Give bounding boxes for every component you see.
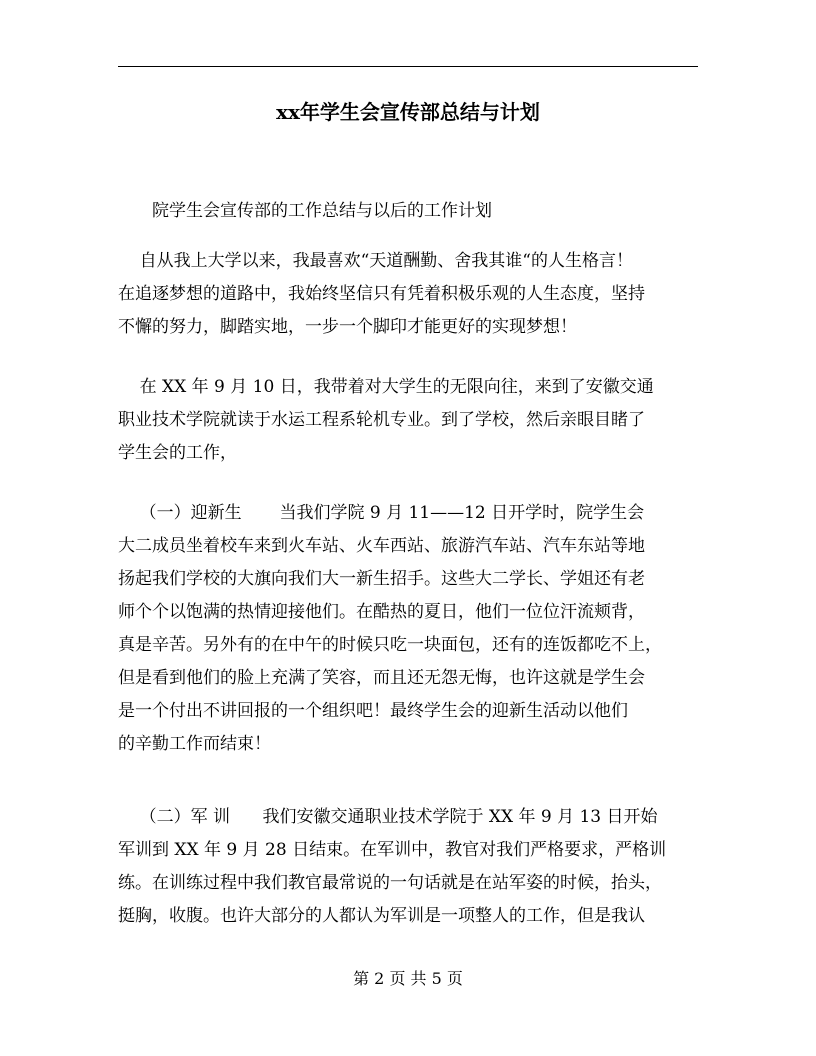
document-title: xx年学生会宣传部总结与计划	[276, 100, 540, 124]
paragraph-line: 是一个付出不讲回报的一个组织吧！最终学生会的迎新生活动以他们	[118, 701, 628, 721]
paragraph-line: 扬起我们学校的大旗向我们大一新生招手。这些大二学长、学姐还有老	[118, 569, 645, 589]
page-number: 第 2 页 共 5 页	[353, 969, 463, 988]
paragraph-line: 在 XX 年 9 月 10 日，我带着对大学生的无限向往，来到了安徽交通	[118, 377, 654, 397]
paragraph-line: 真是辛苦。另外有的在中午的时候只吃一块面包，还有的连饭都吃不上，	[118, 635, 662, 655]
paragraph-line: 军训到 XX 年 9 月 28 日结束。在军训中，教官对我们严格要求，严格训	[118, 840, 667, 860]
paragraph-line: 职业技术学院就读于水运工程系轮机专业。到了学校，然后亲眼目睹了	[118, 410, 645, 430]
header-rule	[118, 66, 698, 67]
paragraph-line: 练。在训练过程中我们教官最常说的一句话就是在站军姿的时候，抬头，	[118, 873, 662, 893]
paragraph-4-military-training	[118, 801, 708, 933]
paragraph-line: （二）军 训 我们安徽交通职业技术学院于 XX 年 9 月 13 日开始	[118, 807, 658, 827]
paragraph-line: 大二成员坐着校车来到火车站、火车西站、旅游汽车站、汽车东站等地	[118, 536, 645, 556]
document-subtitle	[118, 195, 708, 228]
paragraph-1	[118, 245, 708, 344]
paragraph-line: 学生会的工作，	[118, 443, 237, 463]
paragraph-line: 师个个以饱满的热情迎接他们。在酷热的夏日，他们一位位汗流颊背，	[118, 602, 645, 622]
paragraph-line: 在追逐梦想的道路中，我始终坚信只有凭着积极乐观的人生态度，坚持	[118, 284, 645, 304]
paragraph-line: 挺胸，收腹。也许大部分的人都认为军训是一项整人的工作，但是我认	[118, 906, 645, 926]
paragraph-line: 自从我上大学以来，我最喜欢“天道酬勤、舍我其谁“的人生格言！	[118, 251, 633, 271]
paragraph-line: 的辛勤工作而结束！	[118, 734, 271, 754]
paragraph-line: 但是看到他们的脸上充满了笑容，而且还无怨无悔，也许这就是学生会	[118, 668, 645, 688]
paragraph-3-welcome-freshmen	[118, 497, 708, 761]
subtitle-line: 院学生会宣传部的工作总结与以后的工作计划	[152, 201, 492, 221]
paragraph-line: （一）迎新生 当我们学院 9 月 11——12 日开学时，院学生会	[118, 503, 645, 523]
paragraph-line: 不懈的努力，脚踏实地，一步一个脚印才能更好的实现梦想！	[118, 317, 577, 337]
paragraph-2	[118, 371, 708, 470]
